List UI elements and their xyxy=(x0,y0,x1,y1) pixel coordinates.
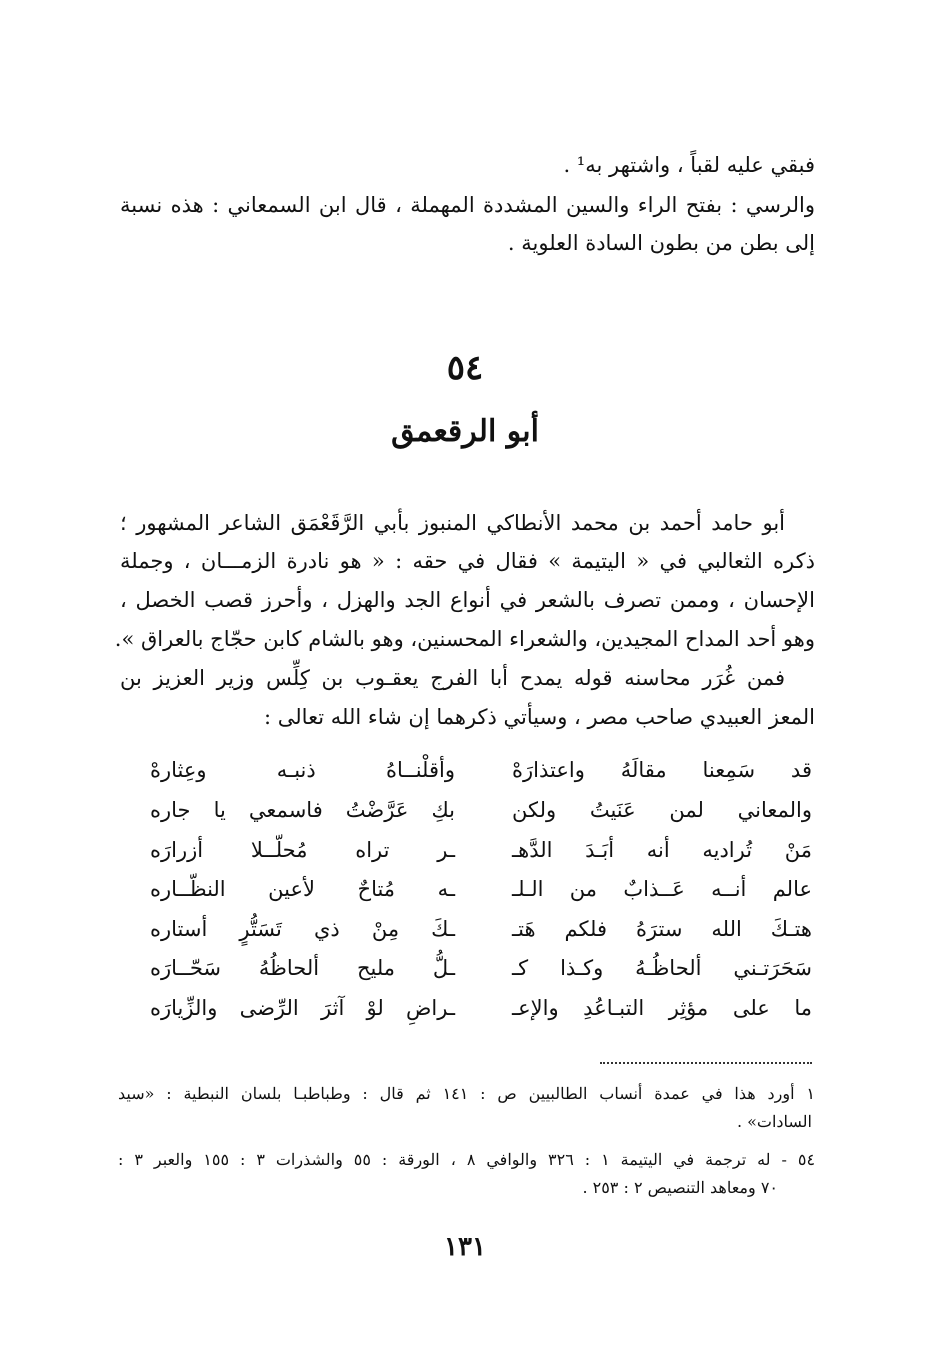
verse-first-hemistich: سَحَرَتـني ألحاظُـهُ وكـذا كـ xyxy=(512,956,812,980)
verse-first-hemistich: هتـكَ الله سترَهُ فلكم هَتـ xyxy=(512,917,812,941)
entry-title: أبو الرقعمق xyxy=(391,414,539,449)
verse-first-hemistich: قد سَمِعنا مقالَهُ واعتذارَهْ xyxy=(512,758,812,782)
main-paragraph-line-4: وهو أحد المداح المجيدين، والشعراء المحسنين، وهو بالشام كابن حجّاج بالعراق ». xyxy=(114,627,815,651)
main-paragraph-line-1: أبو حامد أحمد بن محمد الأنطاكي المنبوز بأبي الرَّقَعْمَق الشاعر المشهور ؛ xyxy=(120,511,785,535)
verse-row xyxy=(150,996,812,1028)
footnote-1-line-1: ١ أورد هذا في عمدة أنساب الطالبيين ص : ١٤١ ثم قال : وطباطبـا بلسان النبطية : «سيد xyxy=(118,1084,815,1103)
footnote-2-line-2: ٧٠ ومعاهد التنصيص ٢ : ٢٥٣ . xyxy=(582,1178,778,1197)
verse-second-hemistich: ـه مُتاحٌ لأعين النظّــاره xyxy=(150,877,455,901)
main-paragraph-line-5: فمن غُرَر محاسنه قوله يمدح أبا الفرج يعقـوب بن كِلِّس وزير العزيز بن xyxy=(120,666,785,690)
verse-row xyxy=(150,758,812,790)
verse-first-hemistich: ما على مؤثِر التبـاعُدِ والإعـ xyxy=(512,996,812,1020)
top-paragraph-line-1: فبقي عليه لقباً ، واشتهر به¹ . xyxy=(563,153,815,177)
footnote-1-line-2: السادات» . xyxy=(736,1112,812,1131)
verse-row xyxy=(150,917,812,949)
main-paragraph-line-6: المعز العبيدي صاحب مصر ، وسيأتي ذكرهما إن شاء الله تعالى : xyxy=(264,705,815,729)
main-paragraph-line-3: الإحسان ، وممن تصرف بالشعر في أنواع الجد والهزل ، وأحرز قصب الخصل ، xyxy=(120,588,815,612)
verse-second-hemistich: ـكَ مِنْ ذي تَسَتُّرٍ أستاره xyxy=(150,917,455,941)
page-number: ١٣١ xyxy=(444,1232,486,1262)
verse-row xyxy=(150,838,812,870)
top-paragraph-line-2: والرسي : بفتح الراء والسين المشددة المهملة ، قال ابن السمعاني : هذه نسبة xyxy=(120,193,815,217)
footnote-2-line-1: ٥٤ - له ترجمة في اليتيمة ١ : ٣٢٦ والوافي ٨ ، الورقة : ٥٥ والشذرات ٣ : ١٥٥ والعبر ٣ : xyxy=(118,1150,816,1169)
verse-second-hemistich: بكِ عَرَّضْتُ فاسمعي يا جاره xyxy=(150,798,455,822)
entry-number: ٥٤ xyxy=(446,348,484,388)
main-paragraph-line-2: ذكره الثعالبي في « اليتيمة » فقال في حقه : « هو نادرة الزمـــان ، وجملة xyxy=(120,549,815,573)
verse-first-hemistich: والمعاني لمن عَنَيتُ ولكن xyxy=(512,798,812,822)
footnote-separator xyxy=(600,1062,812,1064)
verse-second-hemistich: وأقلْنــاهُ ذنبـه وعِثارهْ xyxy=(150,758,455,782)
verse-row xyxy=(150,798,812,830)
verse-second-hemistich: ـراضِ لوْ آثرَ الرِّضى والزِّيارَه xyxy=(150,996,455,1020)
top-paragraph-line-3: إلى بطن من بطون السادة العلوية . xyxy=(507,231,815,255)
verse-row xyxy=(150,877,812,909)
verse-first-hemistich: عالم أنــه عَــذابٌ من الـلـ xyxy=(512,877,812,901)
verse-first-hemistich: مَنْ تُراديه أنه أبَـدَ الدَّهـ xyxy=(512,838,812,862)
verse-second-hemistich: ـر تراه مُحلّــلا أزرارَه xyxy=(150,838,455,862)
verse-row xyxy=(150,956,812,988)
verse-second-hemistich: ـلُّ مليح ألحاظُهُ سَحّــارَه xyxy=(150,956,455,980)
